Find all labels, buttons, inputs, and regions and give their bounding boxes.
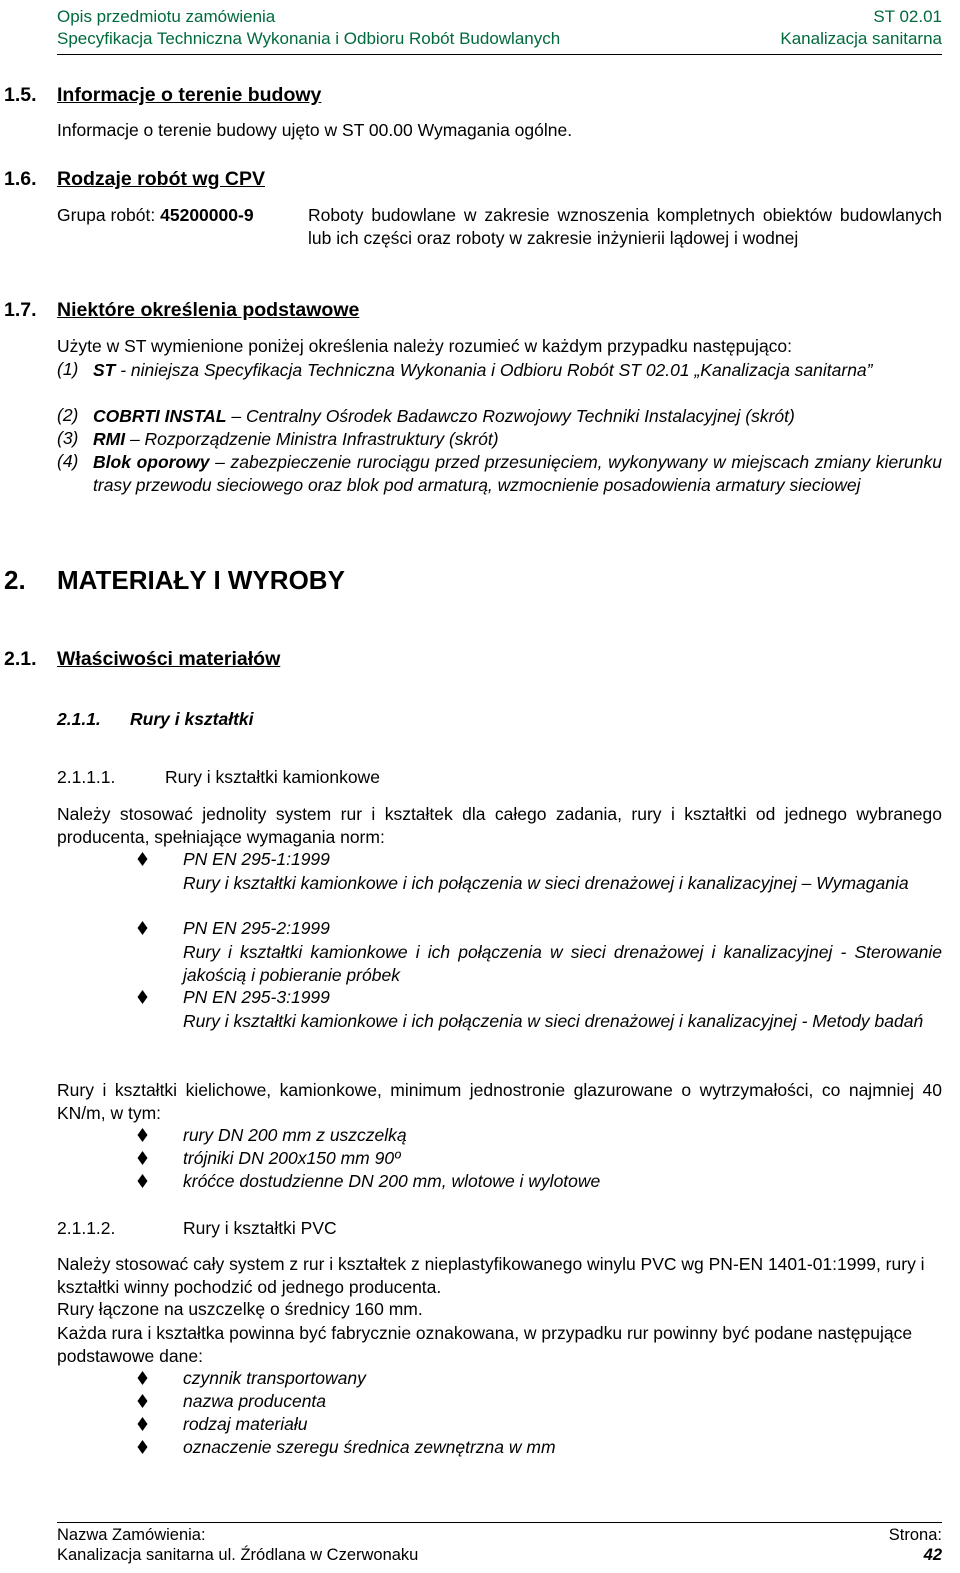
norm-code: PN EN 295-3:1999 [183,987,330,1007]
list-item: rodzaj materiału [183,1414,308,1434]
norm-description: Rury i kształtki kamionkowe i ich połączenia w sieci drenażowej i kanalizacyjnej - Sterowanie jakością i pobieranie próbek [183,942,942,985]
list-item: nazwa producenta [183,1391,327,1411]
chapter-2-heading: MATERIAŁY I WYROBY [57,565,345,595]
diamond-bullet-icon [137,1128,148,1142]
definition-2-number: (2) [57,405,79,425]
definition-1-number: (1) [57,359,79,379]
stoneware-pipes-paragraph: Rury i kształtki kielichowe, kamionkowe, minimum jednostronie glazurowane o wytrzymałości, co najmniej 40 KN/m, w tym: [57,1080,942,1123]
section-2-1-1-1-heading: Rury i kształtki kamionkowe [165,767,380,787]
cpv-group-description: Roboty budowlane w zakresie wznoszenia kompletnych obiektów budowlanych lub ich części oraz roboty w zakresie inżynierii lądowej i wodnej [308,205,942,248]
diamond-bullet-icon [137,921,148,935]
footer-project-name: Kanalizacja sanitarna ul. Źródlana w Czerwonaku [57,1546,419,1564]
diamond-bullet-icon [137,1371,148,1385]
pvc-system-paragraph: Należy stosować cały system z rur i kształtek z nieplastyfikowanego winylu PVC wg PN-EN 1401-01:1999, rury i kształtki winny pochodzić od jednego producenta. [57,1254,925,1297]
header-rule [57,54,942,55]
section-2-1-number: 2.1. [4,648,37,670]
footer-page-label: Strona: [888,1526,942,1544]
section-1-7-heading: Niektóre określenia podstawowe [57,299,360,321]
pvc-seal-paragraph: Rury łączone na uszczelkę o średnicy 160 mm. [57,1299,423,1319]
definition-4-number: (4) [57,451,79,471]
section-1-7-number: 1.7. [4,299,37,321]
diamond-bullet-icon [137,1440,148,1454]
list-item: króćce dostudzienne DN 200 mm, wlotowe i wylotowe [183,1171,601,1191]
section-1-5-number: 1.5. [4,84,37,106]
section-2-1-heading: Właściwości materiałów [57,648,281,670]
list-item: rury DN 200 mm z uszczelką [183,1125,407,1145]
section-1-5-text: Informacje o terenie budowy ujęto w ST 00.00 Wymagania ogólne. [57,120,573,140]
section-2-1-1-2-heading: Rury i kształtki PVC [183,1218,337,1238]
definition-4: Blok oporowy – zabezpieczenie rurociągu przed przesunięciem, wykonywany w miejscach zmiany kierunku trasy przewodu sieciowego oraz blok pod armaturą, wzmocnienie posadowienia armatury sieciowej [93,452,943,495]
footer-page-number: 42 [923,1546,942,1564]
diamond-bullet-icon [137,852,148,866]
norm-code: PN EN 295-2:1999 [183,918,330,938]
diamond-bullet-icon [137,1417,148,1431]
definition-3: RMI – Rozporządzenie Ministra Infrastruktury (skrót) [93,429,499,449]
definition-3-number: (3) [57,428,79,448]
section-2-1-1-2-number: 2.1.1.2. [57,1218,116,1238]
section-1-6-number: 1.6. [4,168,37,190]
list-item: trójniki DN 200x150 mm 90º [183,1148,401,1168]
section-2-1-1-1-number: 2.1.1.1. [57,767,116,787]
norm-code: PN EN 295-1:1999 [183,849,330,869]
diamond-bullet-icon [137,1394,148,1408]
footer-rule [57,1522,942,1523]
header-document-title: Opis przedmiotu zamówienia [57,7,276,26]
definition-2: COBRTI INSTAL – Centralny Ośrodek Badawczo Rozwojowy Techniki Instalacyjnej (skrót) [93,406,795,426]
norm-description: Rury i kształtki kamionkowe i ich połączenia w sieci drenażowej i kanalizacyjnej – Wymagania [183,873,909,893]
diamond-bullet-icon [137,1174,148,1188]
section-1-6-heading: Rodzaje robót wg CPV [57,168,266,190]
definition-1: ST - niniejsza Specyfikacja Techniczna Wykonania i Odbioru Robót ST 02.01 „Kanalizacja sanitarna” [93,360,873,380]
footer-name-label: Nazwa Zamówienia: [57,1526,206,1544]
diamond-bullet-icon [137,1151,148,1165]
header-specification-title: Specyfikacja Techniczna Wykonania i Odbioru Robót Budowlanych [57,29,561,48]
cpv-group-label: Grupa robót: 45200000-9 [57,205,254,225]
norm-description: Rury i kształtki kamionkowe i ich połączenia w sieci drenażowej i kanalizacyjnej - Metody badań [183,1011,924,1031]
section-1-5-heading: Informacje o terenie budowy [57,84,322,106]
section-2-1-1-number: 2.1.1. [57,709,101,729]
section-2-1-1-heading: Rury i kształtki [130,709,254,729]
header-spec-subject: Kanalizacja sanitarna [780,29,942,48]
chapter-2-number: 2. [4,565,26,595]
definitions-intro: Użyte w ST wymienione poniżej określenia należy rozumieć w każdym przypadku następująco: [57,336,793,356]
list-item: czynnik transportowany [183,1368,366,1388]
pvc-marking-paragraph: Każda rura i kształtka powinna być fabrycznie oznakowana, w przypadku rur powinny być podane następujące podstawowe dane: [57,1323,913,1366]
stoneware-requirements-paragraph: Należy stosować jednolity system rur i kształtek dla całego zadania, rury i kształtki od jednego wybranego producenta, spełniające wymagania norm: [57,804,942,847]
header-spec-code: ST 02.01 [873,7,942,26]
diamond-bullet-icon [137,990,148,1004]
list-item: oznaczenie szeregu średnica zewnętrzna w mm [183,1437,556,1457]
